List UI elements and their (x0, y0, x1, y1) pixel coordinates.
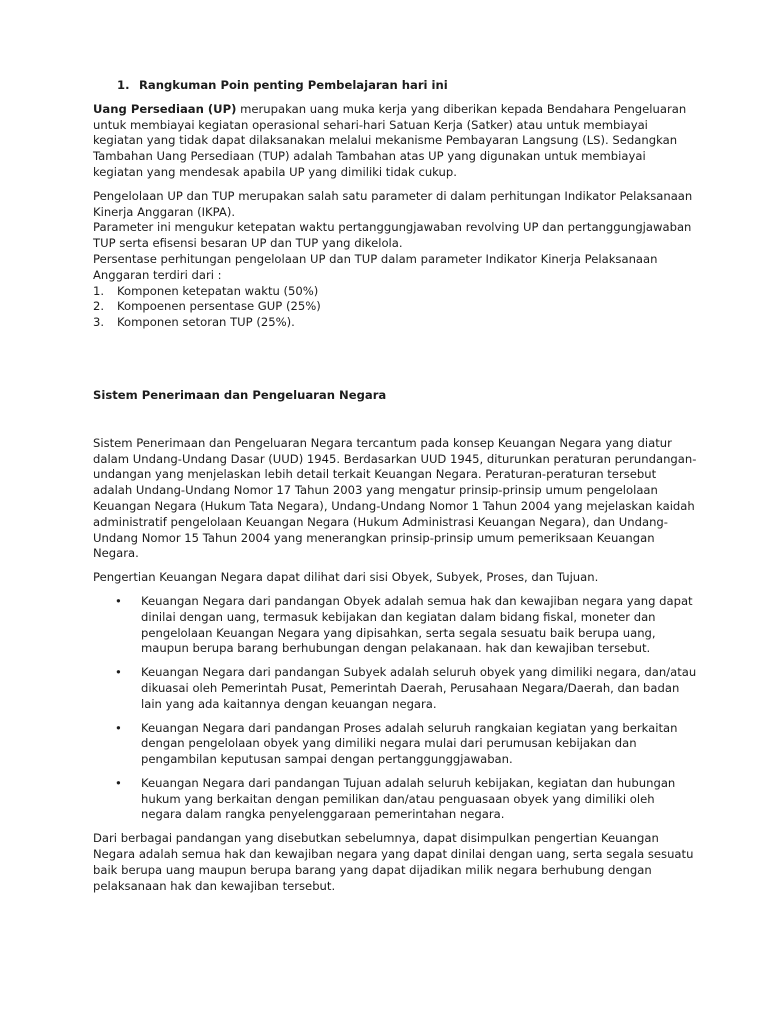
section-1-heading (117, 78, 698, 94)
list-item-number: 1. (93, 283, 105, 298)
list-item-number: 2. (93, 299, 105, 314)
ikpa-component-list (93, 284, 698, 331)
ikpa-line-3: Persentase perhitungan pengelolaan UP dan TUP dalam parameter Indikator Kinerja Pelaksanaan Anggaran terdiri dari : (93, 251, 658, 282)
bullet-item (93, 776, 698, 823)
list-item-text: Komponen ketepatan waktu (50%) (117, 283, 319, 298)
bullet-text: Keuangan Negara dari pandangan Obyek adalah semua hak dan kewajiban negara yang dapat dinilai dengan uang, termasuk kebijakan dan kegiatan dalam bidang fiskal, moneter dan pengelolaan Keuangan Negara yang dipisahkan, serta segala sesuatu baik berupa uang, maupun berupa barang berhubungan dengan pelakanaan. hak dan kewajiban tersebut. (141, 593, 693, 656)
conclusion-paragraph: Dari berbagai pandangan yang disebutkan sebelumnya, dapat disimpulkan pengertian Keuangan Negara adalah semua hak dan kewajiban negara yang dapat dinilai dengan uang, serta segala sesuatu baik berupa uang maupun berupa barang yang dapat dijadikan milik negara berhubung dengan pelaksanaan hak dan kewajiban tersebut. (93, 831, 694, 893)
up-term: Uang Persediaan (UP) (93, 101, 237, 116)
up-definition: merupakan uang muka kerja yang diberikan kepada Bendahara Pengeluaran untuk membiayai kegiatan operasional sehari-hari Satuan Kerja (Satker) atau untuk membiayai kegiatan yang tidak dapat dilaksanakan melalui mekanisme Pembayaran Langsung (LS). Sedangkan Tambahan Uang Persediaan (TUP) adalah Tambahan atas UP yang digunakan untuk membiayai kegiatan yang mendesak apabila UP yang dimiliki tidak cukup. (93, 101, 687, 179)
sistem-intro-paragraph: Sistem Penerimaan dan Pengeluaran Negara tercantum pada konsep Keuangan Negara yang diatur dalam Undang-Undang Dasar (UUD) 1945. Berdasarkan UUD 1945, diturunkan peraturan perundangan-undangan yang menjelaskan lebih detail terkait Keuangan Negara. Peraturan-peraturan tersebut adalah Undang-Undang Nomor 17 Tahun 2003 yang mengatur prinsip-prinsip umum pengelolaan Keuangan Negara (Hukum Tata Negara), Undang-Undang Nomor 1 Tahun 2004 yang mejelaskan kaidah administratif pengelolaan Keuangan Negara (Hukum Administrasi Keuangan Negara), dan Undang-Undang Nomor 15 Tahun 2004 yang menerangkan prinsip-prinsip umum pemeriksaan Keuangan Negara. (93, 435, 697, 561)
up-paragraph (93, 102, 698, 181)
ikpa-line-2: Parameter ini mengukur ketepatan waktu pertanggungjawaban revolving UP dan pertanggungjawaban TUP serta efisensi besaran UP dan TUP yang dikelola. (93, 220, 692, 251)
section-2-heading: Sistem Penerimaan dan Pengeluaran Negara (93, 387, 387, 402)
list-item (93, 315, 698, 331)
ikpa-block (93, 189, 698, 331)
list-item (93, 284, 698, 300)
bullet-icon: • (115, 775, 122, 790)
bullet-item (93, 594, 698, 657)
section-1-title: Rangkuman Poin penting Pembelajaran hari ini (139, 78, 448, 92)
bullet-text: Keuangan Negara dari pandangan Tujuan adalah seluruh kebijakan, kegiatan dan hubungan hukum yang berkaitan dengan pemilikan dan/atau penguasaan obyek yang dimiliki oleh negara dalam rangka penyelenggaraan pemerintahan negara. (141, 775, 676, 822)
ikpa-line-1: Pengelolaan UP dan TUP merupakan salah satu parameter di dalam perhitungan Indikator Pelaksanaan Kinerja Anggaran (IKPA). (93, 188, 693, 219)
bullet-icon: • (115, 665, 122, 680)
bullet-icon: • (115, 720, 122, 735)
section-1-number: 1. (117, 78, 130, 92)
list-item (93, 299, 698, 315)
document-body (93, 78, 698, 894)
pengertian-paragraph: Pengertian Keuangan Negara dapat dilihat dari sisi Obyek, Subyek, Proses, dan Tujuan. (93, 570, 599, 585)
list-item-number: 3. (93, 315, 105, 330)
bullet-item (93, 721, 698, 768)
list-item-text: Kompoenen persentase GUP (25%) (117, 299, 321, 314)
bullet-item (93, 665, 698, 712)
bullet-icon: • (115, 593, 122, 608)
bullet-text: Keuangan Negara dari pandangan Subyek adalah seluruh obyek yang dimiliki negara, dan/atau dikuasai oleh Pemerintah Pusat, Pemerintah Daerah, Perusahaan Negara/Daerah, dan badan lain yang ada kaitannya dengan keuangan negara. (141, 665, 697, 711)
pandangan-bullet-list (93, 594, 698, 823)
bullet-text: Keuangan Negara dari pandangan Proses adalah seluruh rangkaian kegiatan yang berkaitan dengan pengelolaan obyek yang dimiliki negara mulai dari perumusan kebijakan dan pengambilan keputusan sampai dengan pertanggunggjawaban. (141, 720, 678, 767)
list-item-text: Komponen setoran TUP (25%). (117, 315, 295, 330)
